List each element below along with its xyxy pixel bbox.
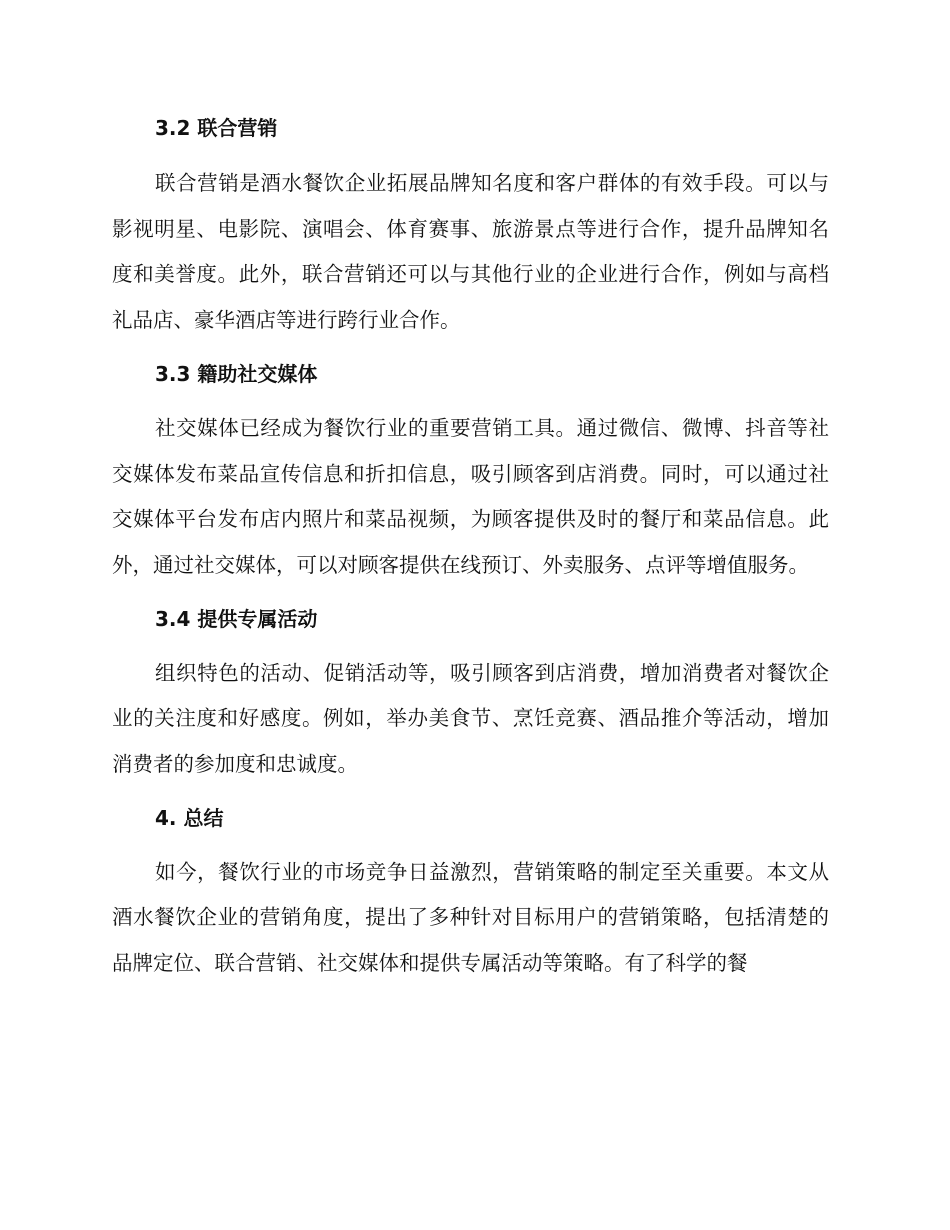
section-3-4	[112, 603, 829, 788]
section-paragraph: 组织特色的活动、促销活动等，吸引顾客到店消费，增加消费者对餐饮企业的关注度和好感度。例如，举办美食节、烹饪竞赛、酒品推介等活动，增加消费者的参加度和忠诚度。	[112, 660, 829, 777]
section-heading: 4. 总结	[155, 805, 224, 830]
section-paragraph: 联合营销是酒水餐饮企业拓展品牌知名度和客户群体的有效手段。可以与影视明星、电影院、演唱会、体育赛事、旅游景点等进行合作，提升品牌知名度和美誉度。此外，联合营销还可以与其他行业的企业进行合作，例如与高档礼品店、豪华酒店等进行跨行业合作。	[112, 171, 829, 333]
section-heading: 3.4 提供专属活动	[155, 606, 318, 631]
section-3-2	[112, 112, 829, 344]
section-paragraph: 如今，餐饮行业的市场竞争日益激烈，营销策略的制定至关重要。本文从酒水餐饮企业的营销角度，提出了多种针对目标用户的营销策略，包括清楚的品牌定位、联合营销、社交媒体和提供专属活动等策略。有了科学的餐	[112, 859, 829, 976]
section-paragraph: 社交媒体已经成为餐饮行业的重要营销工具。通过微信、微博、抖音等社交媒体发布菜品宣传信息和折扣信息，吸引顾客到店消费。同时，可以通过社交媒体平台发布店内照片和菜品视频，为顾客提供及时的餐厅和菜品信息。此外，通过社交媒体，可以对顾客提供在线预订、外卖服务、点评等增值服务。	[112, 415, 829, 577]
section-4-summary	[112, 802, 829, 987]
section-heading: 3.2 联合营销	[155, 116, 278, 140]
section-3-3	[112, 358, 829, 589]
section-heading: 3.3 籍助社交媒体	[155, 361, 318, 386]
